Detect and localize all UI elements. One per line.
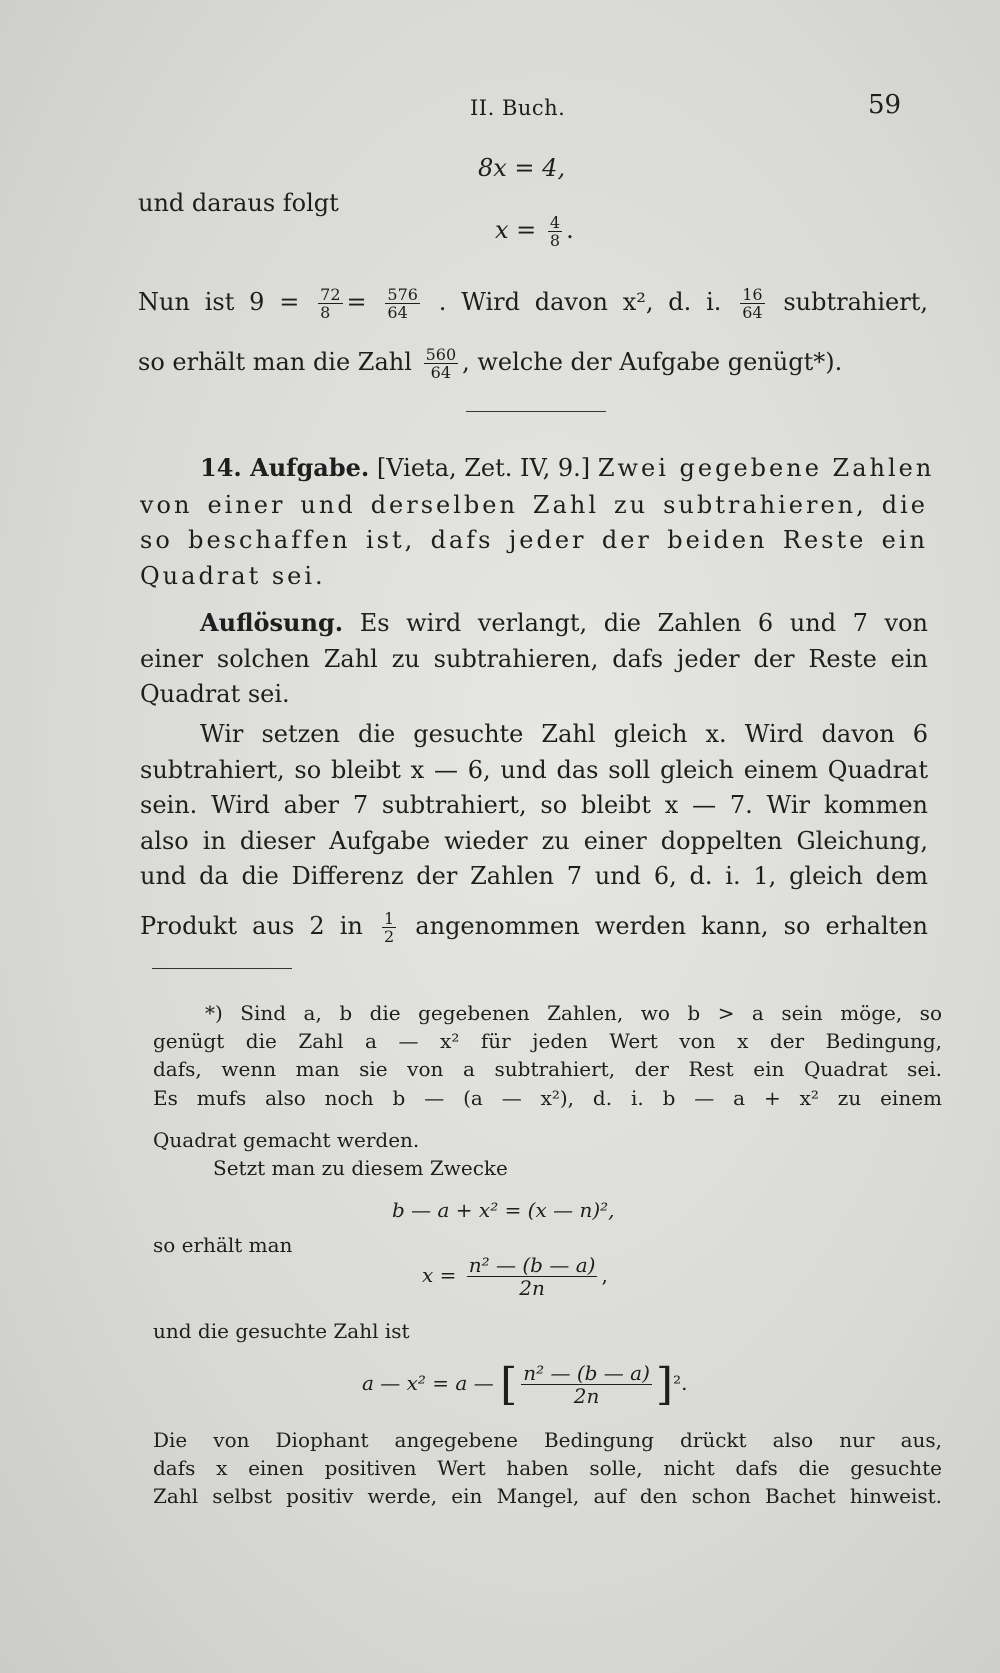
eq3-suffix: ². bbox=[673, 1371, 688, 1395]
footnote-equation-2 bbox=[422, 1254, 608, 1299]
footnote-line-5: Quadrat gemacht werden. bbox=[153, 1128, 420, 1152]
footnote-line-10: dafs x einen positiven Wert haben solle, nicht dafs die gesuchte bbox=[153, 1456, 942, 1480]
footnote-line-8: und die gesuchte Zahl ist bbox=[153, 1319, 410, 1343]
eq-lhs: x = bbox=[495, 216, 537, 244]
eq3-lhs: a — x² = a — bbox=[362, 1371, 494, 1395]
footnote-equation-1: b — a + x² = (x — n)², bbox=[392, 1198, 615, 1222]
footnote-line-4: Es mufs also noch b — (a — x²), d. i. b — a + x² zu einem bbox=[153, 1086, 942, 1110]
text-nun-prefix: Nun ist 9 = bbox=[138, 288, 300, 316]
left-bracket: [ bbox=[500, 1358, 518, 1410]
line-so-erhaelt bbox=[138, 346, 842, 381]
aufgabe-text-1: Zwei gegebene Zahlen bbox=[597, 454, 935, 482]
text-so-suffix: , welche der Aufgabe genügt*). bbox=[462, 348, 843, 376]
text-produkt: Produkt aus 2 in bbox=[140, 912, 363, 940]
fraction-16-64: $\frac{16}{64}$ bbox=[742, 285, 763, 322]
equation-8x: 8x = 4, bbox=[478, 154, 566, 182]
fraction-576-64: $\frac{576}{64}$ bbox=[387, 285, 418, 322]
footnote-line-3: dafs, wenn man sie von a subtrahiert, der Rest ein Quadrat sei. bbox=[153, 1057, 942, 1081]
aufgabe-line-3: so beschaffen ist, dafs jeder der beiden Reste ein bbox=[140, 526, 928, 554]
footnote-line-1: *) Sind a, b die gegebenen Zahlen, wo b > a sein möge, so bbox=[205, 1001, 942, 1025]
running-header: II. Buch. bbox=[470, 96, 566, 120]
aufgabe-label: 14. Aufgabe. bbox=[200, 453, 370, 482]
aufgabe-line-4: Quadrat sei. bbox=[140, 562, 326, 590]
text-angenommen: angenommen werden kann, so erhalten bbox=[415, 912, 928, 940]
section-divider bbox=[466, 411, 606, 412]
aufloesung-line-1 bbox=[200, 608, 928, 638]
aufloesung-line-3: Quadrat sei. bbox=[140, 680, 290, 708]
paragraph-line-5: und da die Differenz der Zahlen 7 und 6, d. i. 1, gleich dem bbox=[140, 862, 928, 890]
aufloesung-label: Auflösung. bbox=[200, 608, 344, 637]
eq2-suffix: , bbox=[601, 1263, 608, 1287]
footnote-equation-3 bbox=[362, 1358, 688, 1410]
aufgabe-reference: [Vieta, Zet. IV, 9.] bbox=[376, 454, 591, 482]
paragraph-line-3: sein. Wird aber 7 subtrahiert, so bleibt x — 7. Wir kommen bbox=[140, 791, 928, 819]
eq2-lhs: x = bbox=[422, 1263, 457, 1287]
footnote-line-9: Die von Diophant angegebene Bedingung drückt also nur aus, bbox=[153, 1428, 942, 1452]
aufloesung-line-2: einer solchen Zahl zu subtrahieren, dafs jeder der Reste ein bbox=[140, 645, 928, 673]
footnote-divider bbox=[152, 968, 292, 969]
aufloesung-text-1: Es wird verlangt, die Zahlen 6 und 7 von bbox=[359, 609, 928, 637]
footnote-line-2: genügt die Zahl a — x² für jeden Wert von x der Bedingung, bbox=[153, 1029, 942, 1053]
right-bracket: ] bbox=[655, 1358, 674, 1410]
aufgabe-line-1 bbox=[200, 453, 935, 483]
line-nun-ist: Nun ist 9 = $\frac{72}{8}$ = $\frac{576}{64}$ . Wird davon x², d. i. $\frac{16}{64}$ subtrahiert, bbox=[138, 285, 929, 322]
fraction-x: $\frac{\text{n² — (b — a)}}{2n}$ bbox=[468, 1253, 596, 1300]
footnote-line-6: Setzt man zu diesem Zwecke bbox=[213, 1156, 508, 1180]
fraction-72-8: $\frac{72}{8}$ bbox=[320, 285, 341, 322]
equation-x-equals: x = $\frac{4}{8}$ . bbox=[495, 213, 574, 250]
fraction-1-2: $\frac{1}{2}$ bbox=[384, 909, 395, 946]
aufgabe-line-2: von einer und derselben Zahl zu subtrahieren, die bbox=[140, 491, 928, 519]
paragraph-line-1: Wir setzen die gesuchte Zahl gleich x. Wird davon 6 bbox=[200, 720, 928, 748]
fraction-560-64: $\frac{560}{64}$ bbox=[425, 345, 457, 382]
footnote-line-11: Zahl selbst positiv werde, ein Mangel, auf den schon Bachet hinweist. bbox=[153, 1484, 942, 1508]
text-so-prefix: so erhält man die Zahl bbox=[138, 348, 412, 376]
paragraph-line-6 bbox=[140, 910, 928, 945]
text-nun-mid: . Wird davon x², d. i. bbox=[438, 288, 722, 316]
fraction-4-8: $\frac{4}{8}$ bbox=[549, 213, 561, 250]
footnote-line-7: so erhält man bbox=[153, 1233, 293, 1257]
text-und-daraus-folgt: und daraus folgt bbox=[138, 189, 339, 217]
paragraph-line-2: subtrahiert, so bleibt x — 6, und das soll gleich einem Quadrat bbox=[140, 756, 928, 784]
fraction-bracket: $\frac{\text{n² — (b — a)}}{2n}$ bbox=[523, 1361, 650, 1408]
page-number: 59 bbox=[868, 90, 902, 120]
paragraph-line-4: also in dieser Aufgabe wieder zu einer doppelten Gleichung, bbox=[140, 827, 928, 855]
text-nun-suffix: subtrahiert, bbox=[783, 288, 929, 316]
